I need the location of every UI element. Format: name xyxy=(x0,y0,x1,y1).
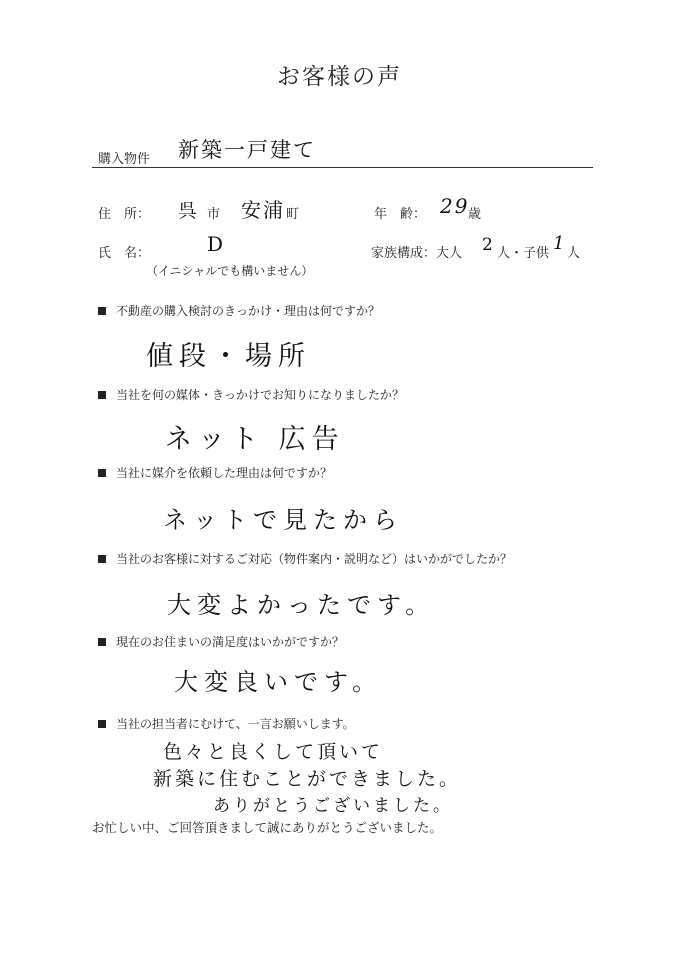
address-city-suffix: 市 xyxy=(207,207,221,222)
address-town: 安浦 xyxy=(241,198,285,222)
square-bullet-icon xyxy=(98,307,106,315)
answer-2: ネット 広告 xyxy=(165,424,345,455)
question-3 xyxy=(98,464,332,481)
name-note: （イニシャルでも構いません） xyxy=(146,264,314,278)
message-line-1: 色々と良くして頂いて xyxy=(163,741,384,763)
address-town-suffix: 町 xyxy=(286,207,300,222)
question-6 xyxy=(98,715,355,732)
question-text: 不動産の購入検討のきっかけ・理由は何ですか？ xyxy=(116,304,381,318)
age-value: 29 xyxy=(440,194,470,218)
question-text: 当社のお客様に対するご対応（物件案内・説明など）はいかがでしたか？ xyxy=(116,552,513,566)
question-text: 現在のお住まいの満足度はいかがですか？ xyxy=(116,635,345,649)
family-children: 1 xyxy=(553,233,567,254)
page-title: お客様の声 xyxy=(277,64,402,90)
family-adults: 2 xyxy=(482,235,495,255)
family-suffix: 人 xyxy=(567,246,581,261)
closing-message: お忙しい中、ご回答頂きまして誠にありがとうございました。 xyxy=(92,820,443,835)
answer-1: 値段・場所 xyxy=(146,341,311,372)
family-middle: 人・子供 xyxy=(497,246,550,261)
question-1 xyxy=(98,302,380,319)
question-text: 当社に媒介を依頼した理由は何ですか？ xyxy=(116,466,333,480)
question-5 xyxy=(98,633,344,650)
answer-4: 大変よかったです。 xyxy=(167,591,436,619)
question-text: 当社の担当者にむけて、一言お願いします。 xyxy=(116,717,355,731)
question-4 xyxy=(98,550,512,567)
message-line-2: 新築に住むことができました。 xyxy=(153,768,462,790)
name-label: 氏 名： xyxy=(98,246,151,261)
square-bullet-icon xyxy=(98,469,106,477)
square-bullet-icon xyxy=(98,720,106,728)
square-bullet-icon xyxy=(98,638,106,646)
answer-5: 大変良いです。 xyxy=(174,668,383,696)
square-bullet-icon xyxy=(98,391,106,399)
answer-3: ネットで見たから xyxy=(163,506,403,534)
question-2 xyxy=(98,386,404,403)
family-label: 家族構成：大人 xyxy=(371,246,463,261)
address-city: 呉 xyxy=(178,200,200,222)
property-value: 新築一戸建て xyxy=(178,138,316,162)
name-value: D xyxy=(207,232,226,256)
square-bullet-icon xyxy=(98,555,106,563)
age-label: 年 齢： xyxy=(374,207,427,222)
age-suffix: 歳 xyxy=(468,207,482,222)
property-label: 購入物件 xyxy=(98,152,151,167)
question-text: 当社を何の媒体・きっかけでお知りになりましたか？ xyxy=(116,388,405,402)
message-line-3: ありがとうございました。 xyxy=(213,796,453,816)
property-divider xyxy=(92,167,593,168)
address-label: 住 所： xyxy=(98,207,151,222)
